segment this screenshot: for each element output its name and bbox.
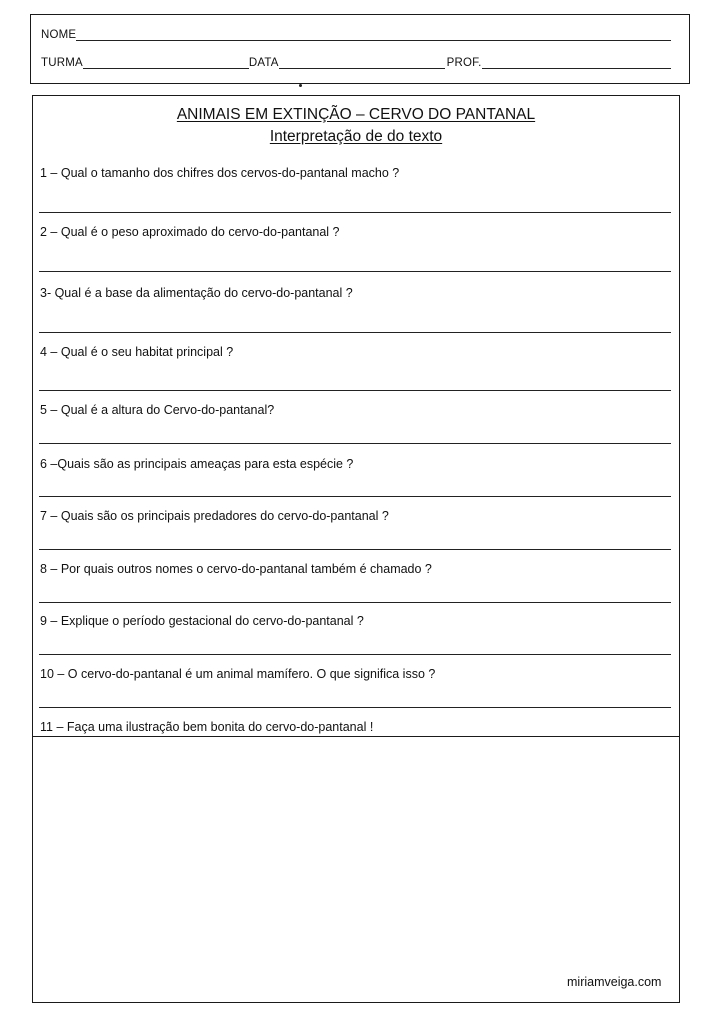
question-6: 6 –Quais são as principais ameaças para esta espécie ? bbox=[40, 457, 354, 471]
answer-line-4[interactable] bbox=[39, 390, 671, 391]
answer-line-8[interactable] bbox=[39, 602, 671, 603]
teacher-label: PROF. bbox=[446, 57, 482, 69]
illustration-area[interactable] bbox=[33, 736, 679, 1002]
site-credit: miriamveiga.com bbox=[567, 975, 662, 989]
question-11: 11 – Faça uma ilustração bem bonita do cervo-do-pantanal ! bbox=[40, 720, 374, 734]
class-date-teacher-row bbox=[41, 57, 671, 70]
answer-line-3[interactable] bbox=[39, 332, 671, 333]
name-label: NOME bbox=[41, 29, 77, 41]
question-4: 4 – Qual é o seu habitat principal ? bbox=[40, 345, 234, 359]
answer-line-6[interactable] bbox=[39, 496, 671, 497]
stray-dot bbox=[299, 84, 302, 87]
name-row bbox=[41, 29, 671, 42]
answer-line-7[interactable] bbox=[39, 549, 671, 550]
worksheet-subtitle: Interpretação de do texto bbox=[269, 128, 443, 145]
answer-line-10[interactable] bbox=[39, 707, 671, 708]
question-5: 5 – Qual é a altura do Cervo-do-pantanal? bbox=[40, 403, 275, 417]
question-9: 9 – Explique o período gestacional do cervo-do-pantanal ? bbox=[40, 614, 364, 628]
question-1: 1 – Qual o tamanho dos chifres dos cervos-do-pantanal macho ? bbox=[40, 166, 400, 180]
teacher-field-line[interactable] bbox=[482, 57, 671, 69]
answer-line-1[interactable] bbox=[39, 212, 671, 213]
question-8: 8 – Por quais outros nomes o cervo-do-pantanal também é chamado ? bbox=[40, 562, 432, 576]
student-info-box bbox=[30, 14, 690, 84]
questions-box bbox=[32, 95, 680, 1003]
answer-line-2[interactable] bbox=[39, 271, 671, 272]
answer-line-9[interactable] bbox=[39, 654, 671, 655]
class-field-line[interactable] bbox=[83, 57, 249, 69]
question-7: 7 – Quais são os principais predadores do cervo-do-pantanal ? bbox=[40, 509, 389, 523]
name-field-line[interactable] bbox=[76, 29, 671, 41]
question-10: 10 – O cervo-do-pantanal é um animal mamífero. O que significa isso ? bbox=[40, 667, 436, 681]
date-label: DATA bbox=[248, 57, 279, 69]
date-field-line[interactable] bbox=[279, 57, 445, 69]
question-2: 2 – Qual é o peso aproximado do cervo-do-pantanal ? bbox=[40, 225, 340, 239]
answer-line-5[interactable] bbox=[39, 443, 671, 444]
worksheet-title: ANIMAIS EM EXTINÇÃO – CERVO DO PANTANAL bbox=[176, 106, 536, 123]
question-3: 3- Qual é a base da alimentação do cervo-do-pantanal ? bbox=[40, 286, 353, 300]
class-label: TURMA bbox=[41, 57, 83, 69]
